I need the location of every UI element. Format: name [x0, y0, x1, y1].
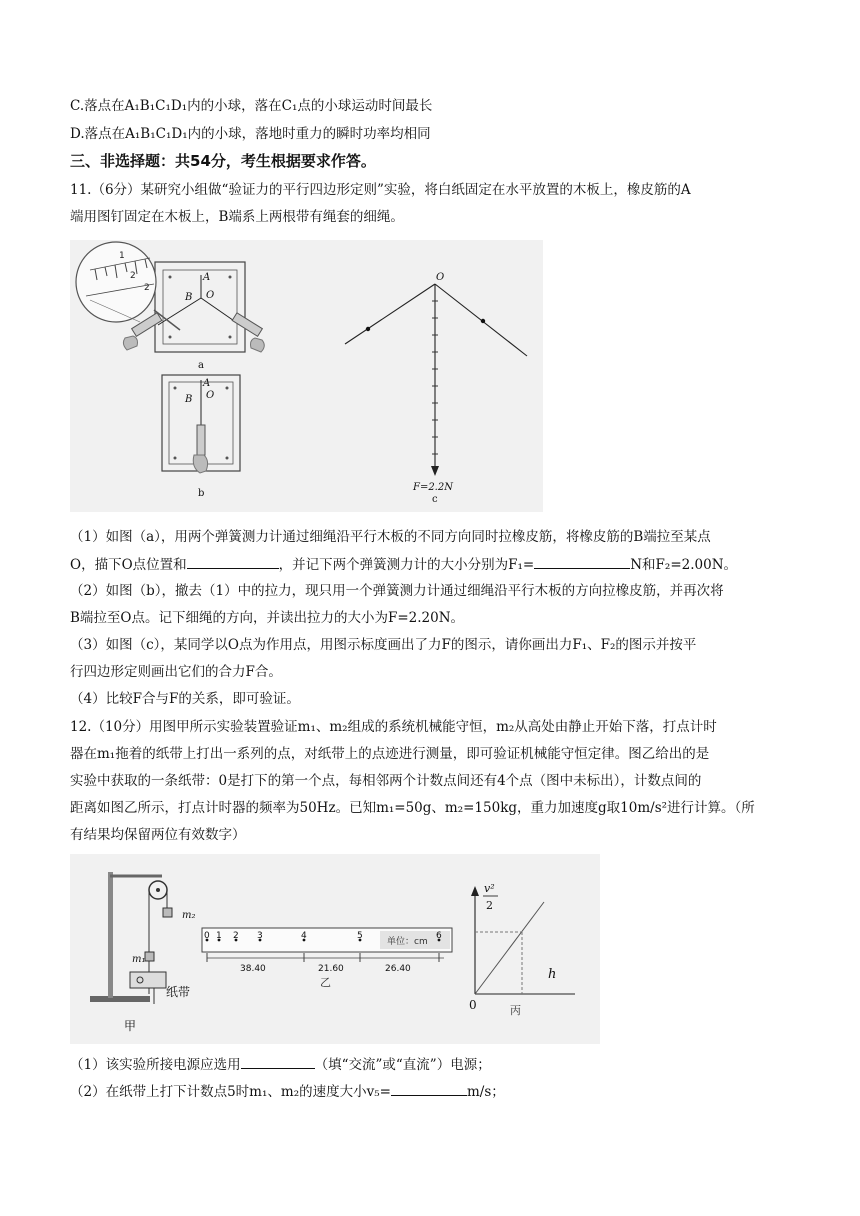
tape-unit: 单位：cm — [387, 937, 428, 947]
label-B-b: B — [185, 394, 193, 405]
q11-intro-2: 端用图钉固定在木板上，B端系上两根带有绳套的细绳。 — [70, 209, 404, 225]
tape-point-2: 2 — [233, 931, 239, 941]
q11-p1-text-c: N和F₂=2.00N。 — [630, 557, 738, 573]
label-yi: 乙 — [320, 976, 331, 989]
q12-figure-svg — [70, 854, 600, 1044]
label-a: a — [198, 360, 204, 371]
board-b — [162, 375, 240, 473]
force-label: F=2.2N — [413, 482, 453, 493]
distance-1: 38.40 — [240, 964, 266, 974]
q11-p1-line1: （1）如图（a），用两个弹簧测力计通过细绳沿平行木板的不同方向同时拉橡皮筋，将橡皮筋的B端拉至某点 — [70, 529, 711, 545]
q11-p2-line2: B端拉至O点。记下细绳的方向，并读出拉力的大小为F=2.20N。 — [70, 610, 465, 626]
q11-p1-text-b: ，并记下两个弹簧测力计的大小分别为F₁= — [278, 557, 535, 573]
label-A-a: A — [203, 272, 211, 283]
label-O-c: O — [436, 272, 445, 283]
label-B-a: B — [185, 292, 193, 303]
label-paper-tape: 纸带 — [166, 985, 191, 999]
q12-p2-text-a: （2）在纸带上打下计数点5时m₁、m₂的速度大小v₅= — [70, 1084, 391, 1100]
label-O-a: O — [206, 290, 215, 301]
label-b: b — [198, 488, 205, 499]
answer-blank-v5[interactable] — [391, 1081, 467, 1096]
scale-digit-3: 2 — [144, 283, 150, 293]
q11-figure — [70, 240, 543, 512]
scale-digit-1: 1 — [119, 251, 125, 261]
label-c: c — [432, 494, 438, 505]
option-c: C.落点在A₁B₁C₁D₁内的小球，落在C₁点的小球运动时间最长 — [70, 98, 433, 114]
q12-p1 — [70, 1054, 491, 1075]
tape-point-5: 5 — [357, 931, 363, 941]
q12-intro-1: 12.（10分）用图甲所示实验装置验证m₁、m₂组成的系统机械能守恒，m₂从高处由静止开始下落，打点计时 — [70, 719, 717, 735]
tape-point-0: 0 — [204, 931, 210, 941]
q12-p1-text-a: （1）该实验所接电源应选用 — [70, 1057, 241, 1073]
q12-figure — [70, 854, 600, 1044]
q11-p1-line2 — [70, 554, 737, 575]
q12-intro-2: 器在m₁拖着的纸带上打出一系列的点，对纸带上的点迹进行测量，即可验证机械能守恒定律。图乙给出的是 — [70, 746, 710, 762]
q11-figure-svg — [70, 240, 543, 512]
q12-p1-text-b: （填“交流”或“直流”）电源； — [314, 1057, 491, 1073]
distance-2: 21.60 — [318, 964, 344, 974]
q12-intro-3: 实验中获取的一条纸带：0是打下的第一个点，每相邻两个计数点间还有4个点（图中未标出），计数点间的 — [70, 773, 702, 789]
distance-3: 26.40 — [385, 964, 411, 974]
label-jia: 甲 — [124, 1019, 137, 1033]
q11-intro-1: 11.（6分）某研究小组做“验证力的平行四边形定则”实验，将白纸固定在水平放置的木板上，橡皮筋的A — [70, 182, 691, 198]
label-A-b: A — [203, 378, 211, 389]
scale-digit-2: 2 — [130, 271, 136, 281]
answer-blank-direction[interactable] — [187, 554, 279, 569]
q12-intro-4: 距离如图乙所示，打点计时器的频率为50Hz。已知m₁=50g、m₂=150kg，重力加速度g取10m/s²进行计算。（所 — [70, 800, 755, 816]
label-m2: m₂ — [182, 910, 196, 921]
q12-p2 — [70, 1081, 505, 1102]
q11-p2-line1: （2）如图（b），撤去（1）中的拉力，现只用一个弹簧测力计通过细绳沿平行木板的方向拉橡皮筋，并再次将 — [70, 583, 724, 599]
q11-p3-line1: （3）如图（c），某同学以O点为作用点，用图示标度画出了力F的图示，请你画出力F₁、F₂的图示并按平 — [70, 637, 697, 653]
tape-point-3: 3 — [257, 931, 263, 941]
q11-p4: （4）比较F合与F的关系，即可验证。 — [70, 691, 300, 707]
q11-p1-text-a: O，描下O点位置和 — [70, 557, 187, 573]
axis-y-denominator: 2 — [486, 899, 493, 912]
force-diagram-c — [345, 284, 527, 476]
answer-blank-f1[interactable] — [534, 554, 630, 569]
q12-intro-5: 有结果均保留两位有效数字） — [70, 827, 246, 843]
apparatus-jia — [90, 872, 172, 1004]
axis-origin: 0 — [469, 998, 477, 1012]
label-m1: m₁ — [132, 954, 146, 965]
magnifier — [76, 242, 180, 330]
section-title: 三、非选择题：共54分，考生根据要求作答。 — [70, 152, 376, 170]
axis-y-numerator: v² — [484, 882, 495, 895]
axis-x-label: h — [548, 967, 557, 982]
answer-blank-power[interactable] — [241, 1054, 315, 1069]
q11-p3-line2: 行四边形定则画出它们的合力F合。 — [70, 664, 282, 680]
q12-p2-text-b: m/s； — [466, 1084, 505, 1100]
label-bing: 丙 — [510, 1004, 521, 1017]
tape-point-4: 4 — [301, 931, 307, 941]
tape-point-6: 6 — [436, 931, 442, 941]
label-O-b: O — [206, 390, 215, 401]
option-d: D.落点在A₁B₁C₁D₁内的小球，落地时重力的瞬时功率均相同 — [70, 126, 431, 142]
tape-point-1: 1 — [216, 931, 222, 941]
